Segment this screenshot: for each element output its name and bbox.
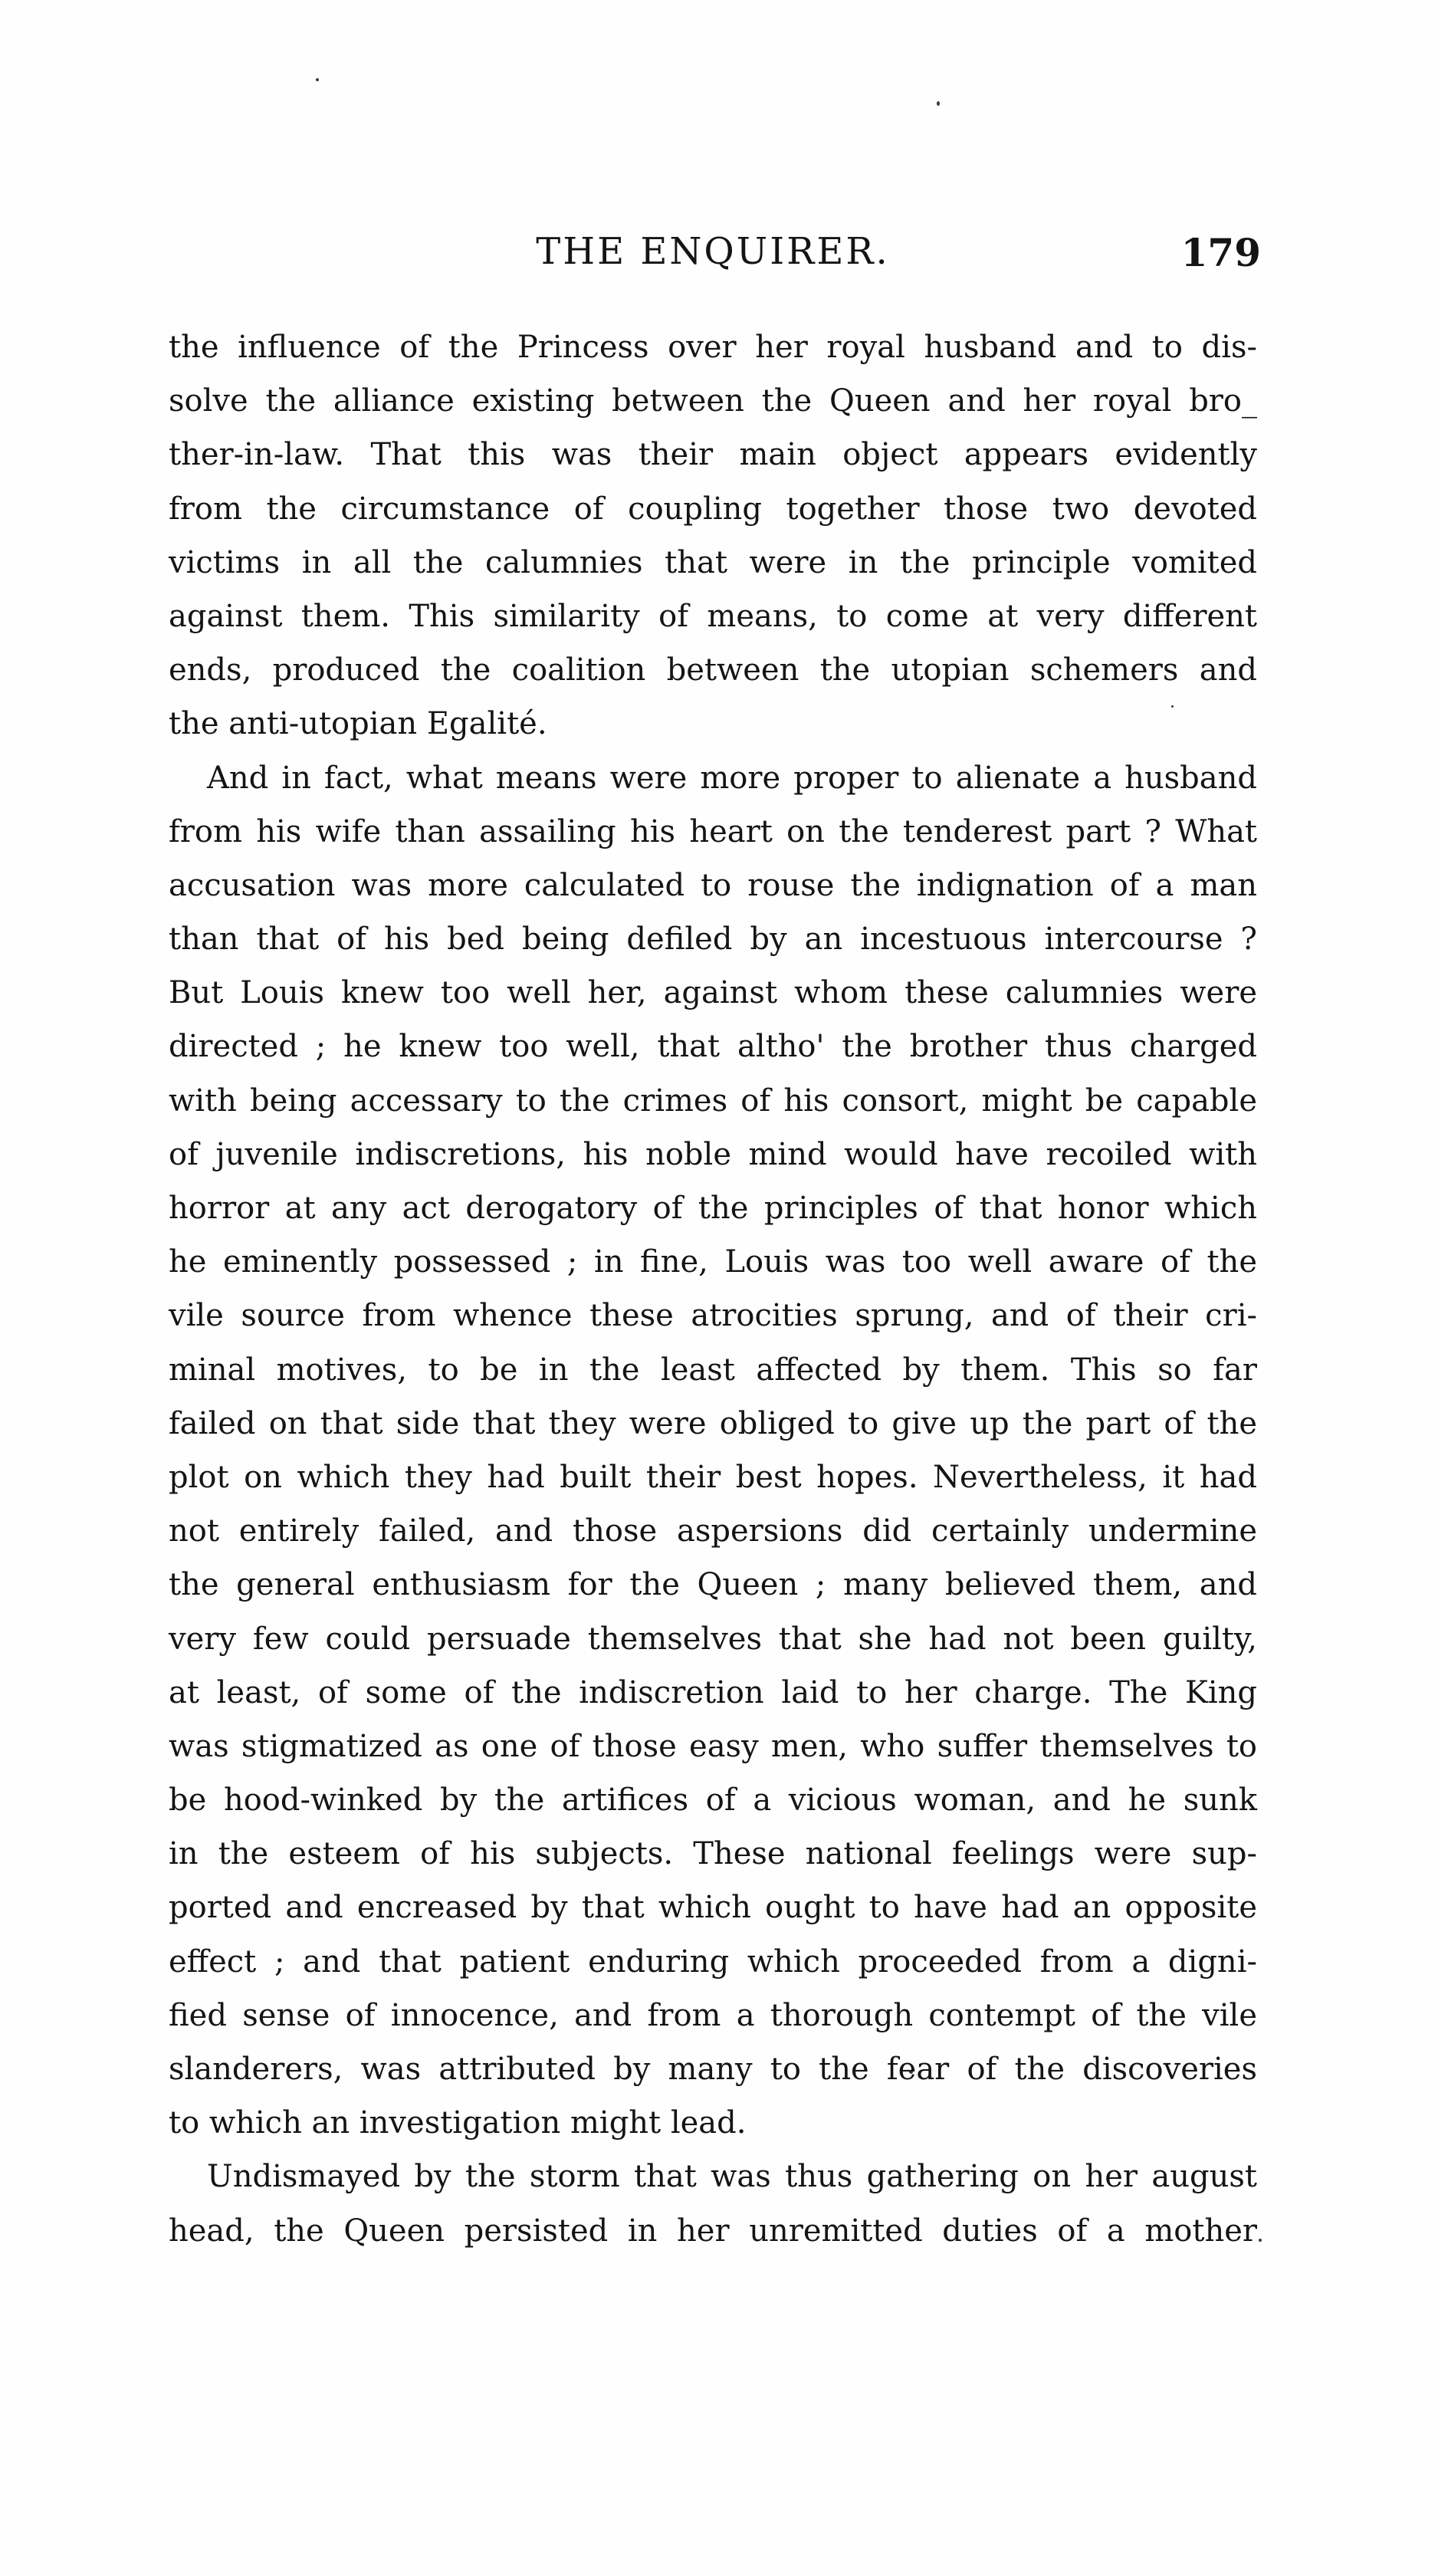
text-line: he eminently possessed ; in fine, Louis was too well aware of the — [169, 1244, 1257, 1280]
text-line: from his wife than assailing his heart on the tenderest part ? What — [169, 813, 1257, 849]
paragraph — [169, 320, 1257, 751]
text-line: minal motives, to be in the least affected by them. This so far — [169, 1352, 1257, 1388]
text-line: ported and encreased by that which ought to have had an opposite — [169, 1890, 1257, 1926]
text-line: But Louis knew too well her, against whom these calumnies were — [169, 975, 1257, 1011]
text-line: the influence of the Princess over her royal husband and to dis- — [169, 330, 1257, 365]
paragraph — [169, 751, 1257, 2150]
text-line: vile source from whence these atrocities sprung, and of their cri- — [169, 1298, 1257, 1334]
text-line: victims in all the calumnies that were in the principle vomited — [169, 544, 1257, 580]
running-head: THE ENQUIRER. — [536, 230, 890, 273]
text-line: against them. This similarity of means, to come at very different — [169, 598, 1257, 634]
text-line: the anti-utopian Egalité. — [169, 706, 547, 742]
text-line: fied sense of innocence, and from a thorough contempt of the vile — [169, 1997, 1257, 2033]
paragraph — [169, 2150, 1257, 2257]
text-line: than that of his bed being defiled by an incestuous intercourse ? — [169, 922, 1257, 958]
text-line: be hood-winked by the artifices of a vicious woman, and he sunk — [169, 1783, 1257, 1819]
page-header — [165, 230, 1261, 284]
text-line: horror at any act derogatory of the principles of that honor which — [169, 1191, 1257, 1226]
ink-speck — [937, 101, 940, 106]
text-line: head, the Queen persisted in her unremitted duties of a mother — [169, 2213, 1257, 2249]
text-line: ther-in-law. That this was their main object appears evidently — [169, 437, 1257, 473]
text-line: with being accessary to the crimes of his consort, might be capable — [169, 1083, 1257, 1119]
text-line: plot on which they had built their best hopes. Nevertheless, it had — [169, 1459, 1257, 1495]
text-line: Undismayed by the storm that was thus gathering on her august — [207, 2159, 1257, 2195]
text-line: of juvenile indiscretions, his noble mind would have recoiled with — [169, 1136, 1257, 1172]
text-line: And in fact, what means were more proper to alienate a husband — [207, 760, 1257, 796]
text-line: at least, of some of the indiscretion laid to her charge. The King — [169, 1674, 1257, 1710]
text-line: accusation was more calculated to rouse the indignation of a man — [169, 867, 1257, 903]
text-line: effect ; and that patient enduring which proceeded from a digni- — [169, 1944, 1257, 1980]
text-line: very few could persuade themselves that she had not been guilty, — [169, 1621, 1257, 1657]
text-line: was stigmatized as one of those easy men, who suffer themselves to — [169, 1728, 1257, 1764]
text-line: in the esteem of his subjects. These national feelings were sup- — [169, 1836, 1257, 1872]
text-line: the general enthusiasm for the Queen ; many believed them, and — [169, 1567, 1257, 1603]
text-line: from the circumstance of coupling together those two devoted — [169, 491, 1257, 527]
ink-speck — [1259, 2239, 1262, 2242]
text-line: to which an investigation might lead. — [169, 2105, 747, 2141]
page-number: 179 — [1180, 230, 1261, 275]
ink-speck — [316, 78, 319, 81]
text-line: slanderers, was attributed by many to the fear of the discoveries — [169, 2052, 1257, 2087]
text-line: failed on that side that they were obliged to give up the part of the — [169, 1405, 1257, 1441]
text-line: not entirely failed, and those aspersions did certainly undermine — [169, 1513, 1257, 1549]
text-line: ends, produced the coalition between the utopian schemers and — [169, 652, 1257, 688]
body-text — [169, 320, 1257, 2258]
text-line: directed ; he knew too well, that altho' the brother thus charged — [169, 1029, 1257, 1065]
text-line: solve the alliance existing between the Queen and her royal bro_ — [169, 383, 1257, 419]
